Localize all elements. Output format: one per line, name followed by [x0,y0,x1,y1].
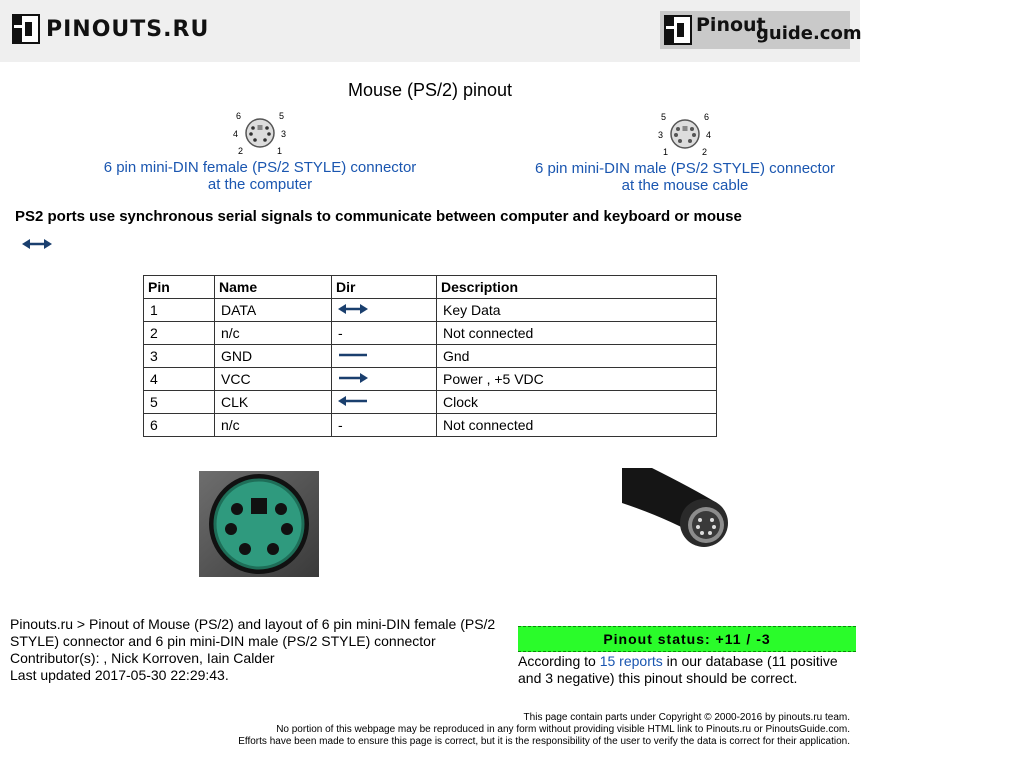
reports-link[interactable]: 15 reports [599,653,663,669]
pin-label: 1 [277,146,283,156]
table-row [144,322,717,345]
male-connector-diagram-icon [653,109,717,157]
male-connector [525,109,845,194]
dir-cell: - [332,414,437,437]
pin-label: 6 [704,112,710,122]
female-label-line2: at the computer [207,176,313,193]
page-title: Mouse (PS/2) pinout [347,80,513,100]
logo-guide-text: guide.com [756,23,862,44]
header-pin: Pin [144,276,215,299]
logo-pinout-text: Pinout [696,14,766,36]
name-cell: n/c [215,414,332,437]
copyright-line: This page contain parts under Copyright © 2000-2016 by pinouts.ru team. [523,712,850,723]
pin-cell: 4 [144,368,215,391]
description-cell: Not connected [437,322,717,345]
pinoutguide-logo[interactable] [660,11,862,49]
arrow-left-icon [338,395,368,407]
table-row [144,299,717,322]
header-dir: Dir [332,276,437,299]
last-updated: Last updated 2017-05-30 22:29:43. [10,667,229,683]
female-jack-photo[interactable] [199,471,319,577]
contributors: Contributor(s): , Nick Korroven, Iain Calder [10,650,275,666]
pin-cell: 2 [144,322,215,345]
line-icon [338,349,368,361]
header-description: Description [437,276,717,299]
breadcrumb-home-link[interactable]: Pinouts.ru [10,616,74,632]
pin-label: 2 [238,146,244,156]
table-row [144,414,717,437]
female-connector-diagram-icon [228,108,292,156]
site-header [0,0,860,62]
female-connector-link[interactable] [100,159,420,193]
copyright-notice [238,712,850,748]
name-cell: n/c [215,322,332,345]
dir-cell [332,299,437,322]
copyright-line: No portion of this webpage may be reproduced in any form without providing visible HTML link to Pinouts.ru or PinoutsGuide.com. [276,724,850,735]
breadcrumb [10,616,515,650]
name-cell: VCC [215,368,332,391]
dir-cell [332,391,437,414]
footer-info [10,616,515,684]
description-cell: Not connected [437,414,717,437]
dir-cell [332,345,437,368]
pin-label: 3 [658,130,664,140]
name-cell: DATA [215,299,332,322]
pin-label: 3 [281,129,287,139]
description-cell: Key Data [437,299,717,322]
pin-label: 6 [236,111,242,121]
dir-cell: - [332,322,437,345]
pin-label: 4 [706,130,712,140]
name-cell: CLK [215,391,332,414]
breadcrumb-separator: > [73,616,90,632]
table-row [144,345,717,368]
logo-text: PINOUTS.RU [46,16,210,42]
breadcrumb-current: Pinout of Mouse (PS/2) and layout of 6 pin mini-DIN female (PS/2 STYLE) connector and 6 pin mini-DIN male (PS/2 STYLE) connector [10,616,496,649]
pin-label: 4 [233,129,239,139]
status-text-after: in our database (11 positive and 3 negative) this pinout should be correct. [518,653,838,686]
status-text-before: According to [518,653,600,669]
description-cell: Clock [437,391,717,414]
pin-cell: 5 [144,391,215,414]
pin-label: 1 [663,147,669,157]
pin-label: 2 [702,147,708,157]
male-label-line1: 6 pin mini-DIN male (PS/2 STYLE) connector [534,160,836,177]
pin-cell: 1 [144,299,215,322]
dir-cell [332,368,437,391]
legend-bidirectional-arrow-icon [22,237,52,255]
name-cell: GND [215,345,332,368]
pinout-status-bar: Pinout status: +11 / -3 [518,626,856,652]
pinout-table [143,275,717,437]
description-cell: Gnd [437,345,717,368]
pinout-logo-icon [12,14,40,44]
arrow-right-icon [338,372,368,384]
male-label-line2: at the mouse cable [621,177,749,194]
male-plug-photo[interactable] [622,468,737,553]
info-text: PS2 ports use synchronous serial signals to communicate between computer and keyboard or mouse [15,208,742,225]
table-row [144,391,717,414]
description-cell: Power , +5 VDC [437,368,717,391]
pin-label: 5 [661,112,667,122]
pin-cell: 6 [144,414,215,437]
bidirectional-arrow-icon [338,303,368,315]
header-name: Name [215,276,332,299]
pinout-logo-icon [664,15,692,45]
pinouts-logo[interactable] [12,14,209,44]
status-description [518,653,838,687]
male-connector-link[interactable] [525,160,845,194]
copyright-line: Efforts have been made to ensure this page is correct, but it is the responsibility of the user to verify the data is correct for their application. [238,736,850,747]
table-row [144,368,717,391]
pin-cell: 3 [144,345,215,368]
female-connector [100,108,420,193]
pin-label: 5 [279,111,285,121]
table-header-row [144,276,717,299]
female-label-line1: 6 pin mini-DIN female (PS/2 STYLE) connector [103,159,417,176]
